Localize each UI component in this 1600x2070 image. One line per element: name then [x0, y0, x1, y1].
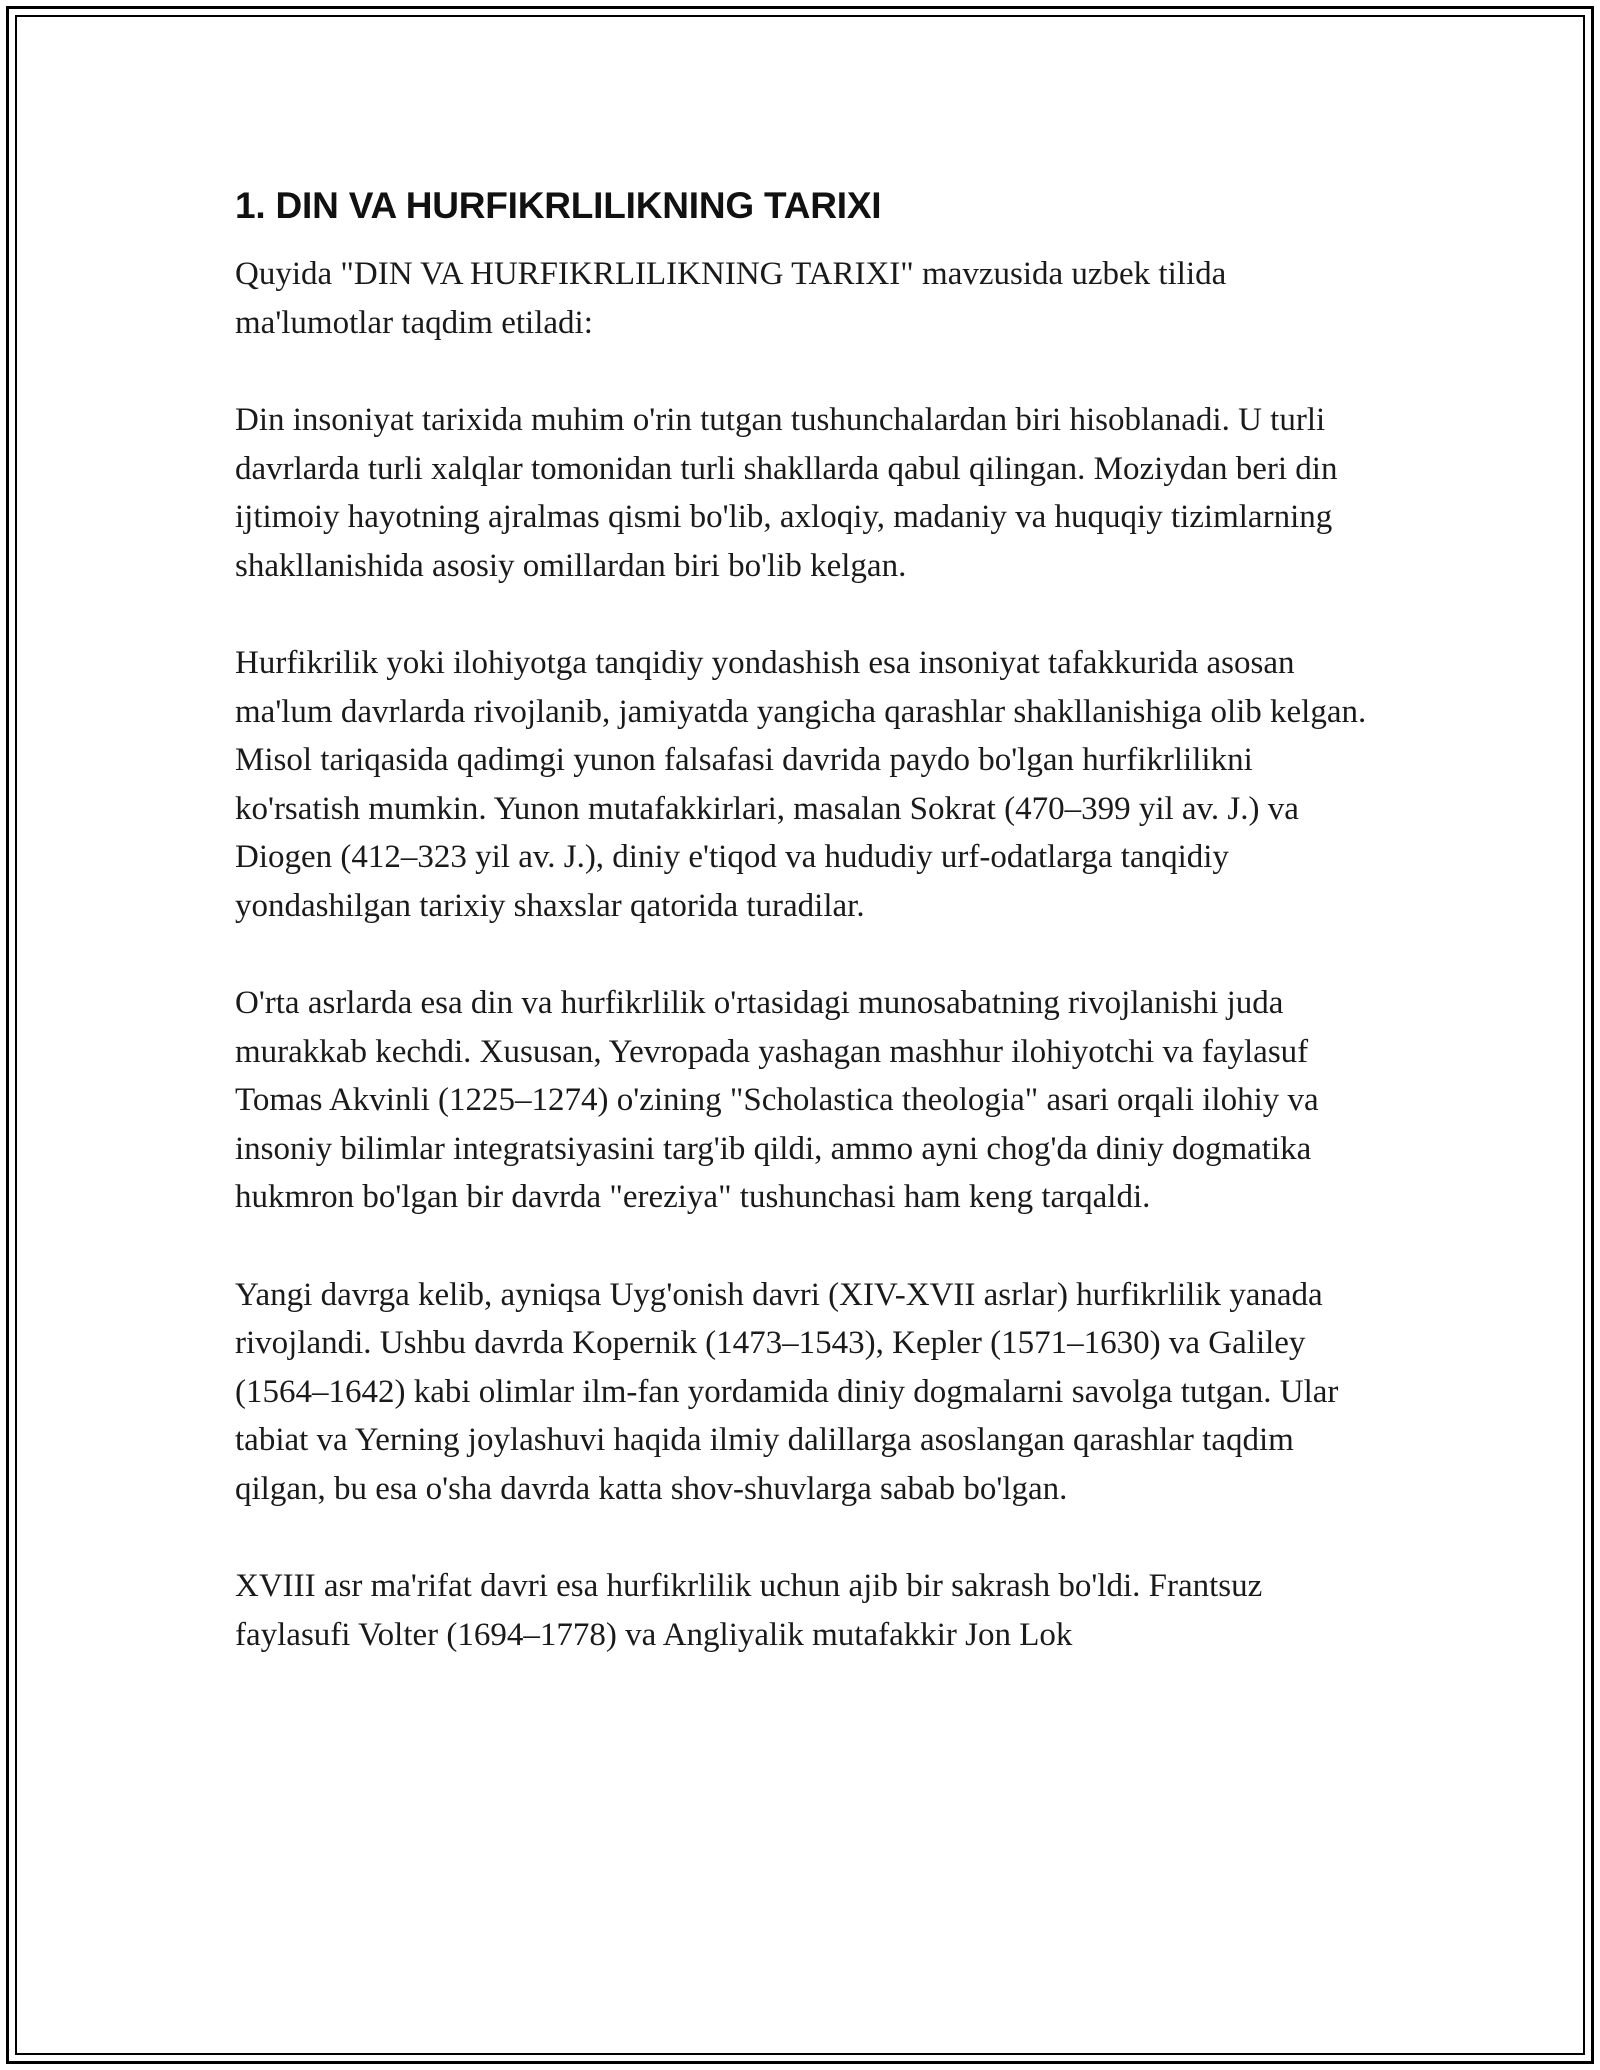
paragraph-freethought-antiquity: Hurfikrilik yoki ilohiyotga tanqidiy yondashish esa insoniyat tafakkurida asosan ma'lum davrlarda rivojlanib, jamiyatda yangicha qarashlar shakllanishiga olib kelgan. Misol tariqasida qadimgi yunon falsafasi davrida paydo bo'lgan hurfikrlilikni ko'rsatish mumkin. Yunon mutafakkirlari, masalan Sokrat (470–399 yil av. J.) va Diogen (412–323 yil av. J.), diniy e'tiqod va hududiy urf-odatlarga tanqidiy yondashilgan tarixiy shaxslar qatorida turadilar. [235, 645, 1367, 924]
paragraph-renaissance: Yangi davrga kelib, ayniqsa Uyg'onish davri (XIV-XVII asrlar) hurfikrlilik yanada rivojlandi. Ushbu davrda Kopernik (1473–1543), Kepler (1571–1630) va Galiley (1564–1642) kabi olimlar ilm-fan yordamida diniy dogmalarni savolga tutgan. Ular tabiat va Yerning joylashuvi haqida ilmiy dalillarga asoslangan qarashlar taqdim qilgan, bu esa o'sha davrda katta shov-shuvlarga sabab bo'lgan. [235, 1276, 1339, 1507]
paragraph-intro: Quyida "DIN VA HURFIKRLILIKNING TARIXI" mavzusida uzbek tilida ma'lumotlar taqdim etiladi: [235, 256, 1227, 341]
document-title: 1. DIN VA HURFIKRLILIKNING TARIXI [235, 185, 882, 226]
paragraph-middle-ages: O'rta asrlarda esa din va hurfikrlilik o'rtasidagi munosabatning rivojlanishi juda murakkab kechdi. Xususan, Yevropada yashagan mashhur ilohiyotchi va faylasuf Tomas Akvinli (1225–1274) o'zining "Scholastica theologia" asari orqali ilohiy va insoniy bilimlar integratsiyasini targ'ib qildi, ammo ayni chog'da diniy dogmatika hukmron bo'lgan bir davrda "ereziya" tushunchasi ham keng tarqaldi. [235, 985, 1319, 1215]
paragraph-enlightenment: XVIII asr ma'rifat davri esa hurfikrlilik uchun ajib bir sakrash bo'ldi. Frantsuz faylasufi Volter (1694–1778) va Angliyalik mutafakkir Jon Lok [235, 1568, 1263, 1653]
document-body [235, 184, 1375, 1708]
paragraph-religion: Din insoniyat tarixida muhim o'rin tutgan tushunchalardan biri hisoblanadi. U turli davrlarda turli xalqlar tomonidan turli shakllarda qabul qilingan. Moziydan beri din ijtimoiy hayotning ajralmas qismi bo'lib, axloqiy, madaniy va huquqiy tizimlarning shakllanishida asosiy omillardan biri bo'lib kelgan. [235, 402, 1338, 584]
